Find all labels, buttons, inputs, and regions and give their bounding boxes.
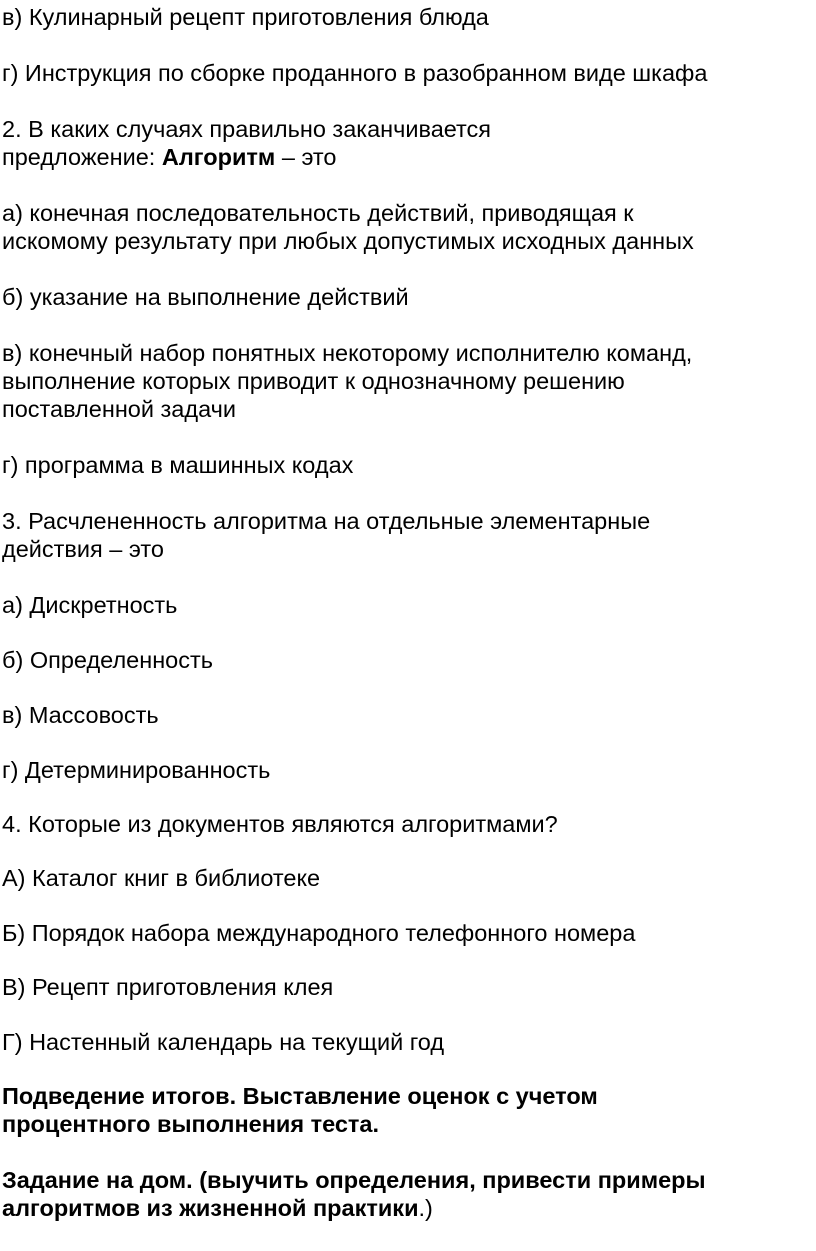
question-2-option-v: [2, 339, 692, 423]
question-4-option-b: Б) Порядок набора международного телефонного номера: [2, 920, 636, 946]
question-2-option-v-line1: в) конечный набор понятных некоторому исполнителю команд,: [2, 340, 693, 366]
question-3-line2: действия – это: [2, 536, 164, 562]
question-2-option-a-line1: а) конечная последовательность действий, приводящая к: [2, 200, 634, 226]
question-3-option-b: б) Определенность: [2, 647, 214, 673]
question-4: 4. Которые из документов являются алгоритмами?: [2, 811, 558, 837]
question-2-option-a: [2, 199, 694, 255]
homework-line1: Задание на дом. (выучить определения, привести примеры: [2, 1167, 706, 1193]
question-2-term: Алгоритм: [161, 144, 276, 170]
question-2-option-g: г) программа в машинных кодах: [2, 452, 354, 478]
question-4-option-g: Г) Настенный календарь на текущий год: [2, 1029, 445, 1055]
option-v-recipe: в) Кулинарный рецепт приготовления блюда: [2, 4, 489, 30]
homework-line2-end: .): [418, 1195, 433, 1221]
question-3: [2, 507, 650, 563]
question-3-option-v: в) Массовость: [2, 702, 159, 728]
option-g-instruction: г) Инструкция по сборке проданного в разобранном виде шкафа: [2, 60, 708, 86]
question-4-option-v: В) Рецепт приготовления клея: [2, 974, 334, 1000]
question-2-line2-suffix: – это: [275, 144, 337, 170]
question-2-option-v-line3: поставленной задачи: [2, 396, 237, 422]
homework-line2: алгоритмов из жизненной практики: [2, 1195, 419, 1221]
question-4-option-a: А) Каталог книг в библиотеке: [2, 865, 321, 891]
summary-line2: процентного выполнения теста.: [2, 1111, 380, 1137]
question-2-line1: 2. В каких случаях правильно заканчивается: [2, 116, 492, 142]
summary-line1: Подведение итогов. Выставление оценок с учетом: [2, 1083, 598, 1109]
question-3-option-g: г) Детерминированность: [2, 757, 271, 783]
summary-heading: [2, 1082, 598, 1138]
homework: [2, 1166, 706, 1222]
question-2-option-v-line2: выполнение которых приводит к однозначному решению: [2, 368, 625, 394]
question-2: [2, 115, 491, 171]
question-3-option-a: а) Дискретность: [2, 592, 178, 618]
question-3-line1: 3. Расчлененность алгоритма на отдельные элементарные: [2, 508, 651, 534]
question-2-line2-prefix: предложение:: [2, 144, 162, 170]
question-2-option-b: б) указание на выполнение действий: [2, 284, 409, 310]
question-2-option-a-line2: искомому результату при любых допустимых исходных данных: [2, 228, 694, 254]
